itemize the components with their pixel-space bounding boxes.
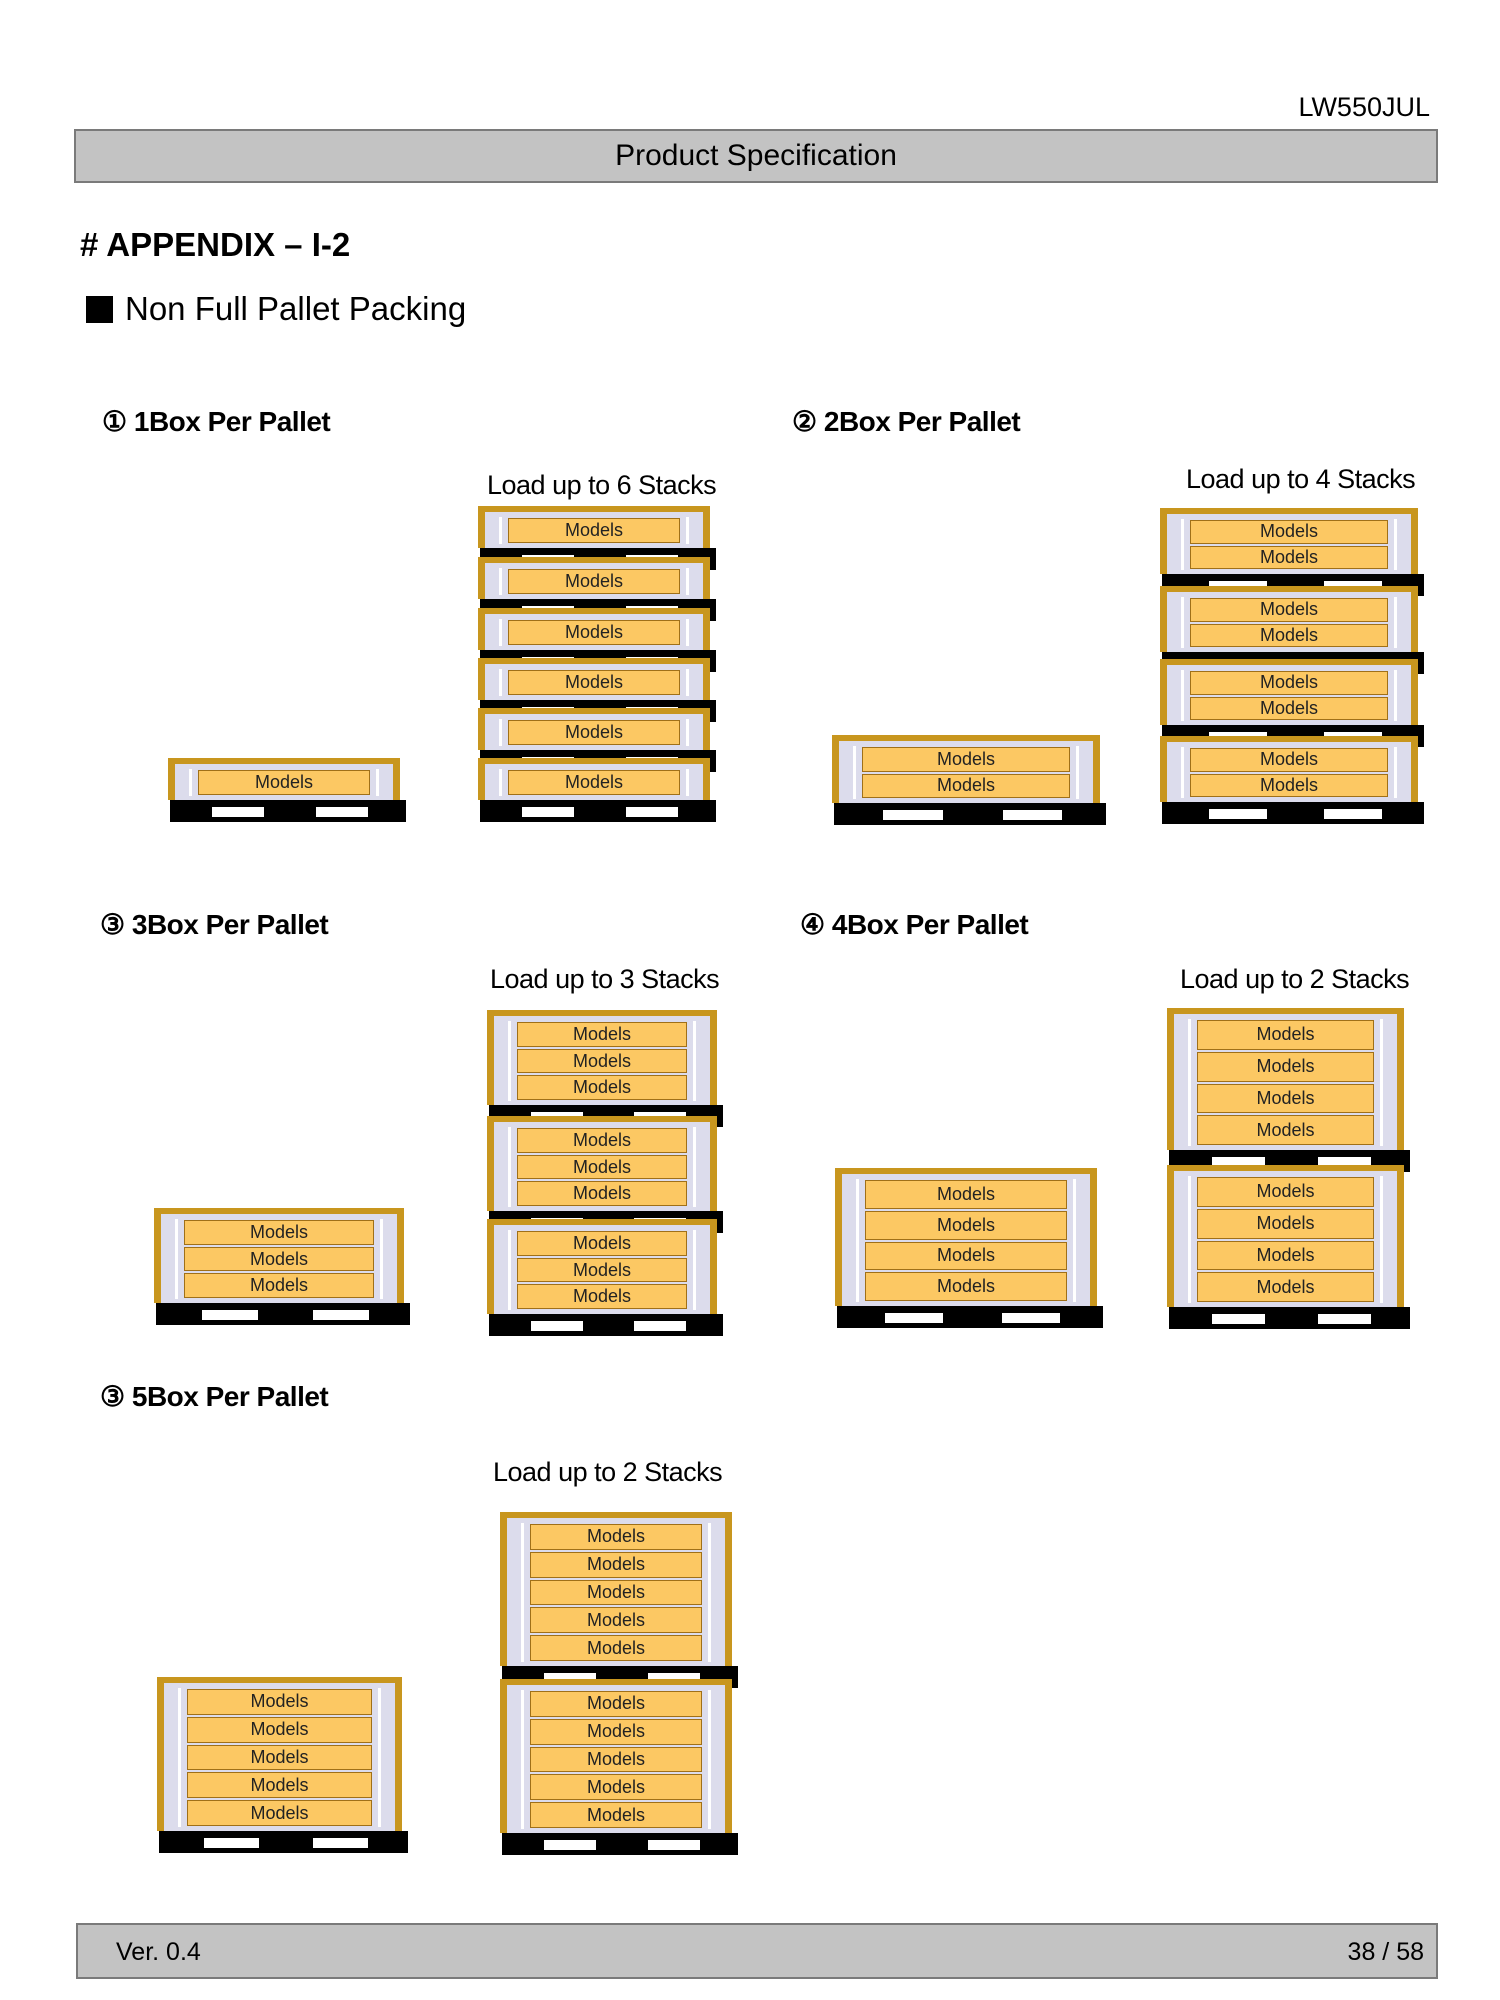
pallet-base <box>1162 802 1424 824</box>
pallet-unit <box>1160 736 1418 824</box>
model-box: Models <box>530 1747 702 1773</box>
pallet-slot <box>1209 809 1267 819</box>
crate-inner <box>175 1219 383 1299</box>
model-box: Models <box>1190 624 1388 648</box>
crate-inner <box>499 517 689 544</box>
pallet-slot <box>626 807 678 817</box>
section-title-4: ④ 4Box Per Pallet <box>800 909 1029 940</box>
model-box: Models <box>187 1717 372 1743</box>
model-box: Models <box>1197 1052 1374 1082</box>
model-box: Models <box>1197 1272 1374 1302</box>
pallet-slot <box>313 1838 368 1848</box>
pallet-slot <box>1212 1314 1265 1324</box>
model-box: Models <box>1197 1020 1374 1050</box>
appendix-title: # APPENDIX – I-2 <box>80 226 351 263</box>
crate-inner <box>1181 747 1397 798</box>
model-box: Models <box>1197 1209 1374 1239</box>
pallet-slot <box>648 1840 700 1850</box>
pallet-unit <box>487 1116 717 1233</box>
model-box: Models <box>517 1258 687 1283</box>
model-box: Models <box>508 670 680 695</box>
pallet-base <box>159 1831 408 1853</box>
pallet-unit <box>500 1679 732 1855</box>
model-box: Models <box>187 1772 372 1798</box>
pallet-unit <box>832 735 1100 825</box>
model-box: Models <box>184 1220 374 1245</box>
pallet-unit <box>487 1010 717 1127</box>
model-box: Models <box>865 1242 1067 1271</box>
crate-inner <box>189 769 379 796</box>
section-title-3: ③ 3Box Per Pallet <box>100 909 329 940</box>
model-box: Models <box>184 1273 374 1298</box>
crate-inner <box>853 746 1079 799</box>
model-box: Models <box>1190 546 1388 570</box>
pallet-base <box>170 800 406 822</box>
load-label-2: Load up to 4 Stacks <box>1186 464 1416 494</box>
crate-inner <box>499 769 689 796</box>
crate-inner <box>499 719 689 746</box>
shipping-crate <box>478 557 710 599</box>
pallet-base <box>480 800 716 822</box>
load-label-3: Load up to 3 Stacks <box>490 964 720 994</box>
pallet-slot <box>634 1321 685 1331</box>
model-box: Models <box>1197 1084 1374 1114</box>
pallet-slot <box>522 807 574 817</box>
pallet-base <box>837 1306 1103 1328</box>
crate-inner <box>1188 1176 1383 1303</box>
pallet-unit <box>157 1677 402 1853</box>
shipping-crate <box>157 1677 402 1831</box>
model-box: Models <box>184 1247 374 1272</box>
shipping-crate <box>478 608 710 650</box>
model-box: Models <box>1197 1115 1374 1145</box>
footer-version: Ver. 0.4 <box>116 1938 201 1966</box>
pallet-slot <box>202 1310 258 1320</box>
model-box: Models <box>508 770 680 795</box>
model-box: Models <box>1190 774 1388 798</box>
crate-inner <box>508 1021 696 1101</box>
model-box: Models <box>517 1231 687 1256</box>
shipping-crate <box>487 1116 717 1211</box>
pallet-base <box>834 803 1106 825</box>
shipping-crate <box>832 735 1100 803</box>
shipping-crate <box>168 758 400 800</box>
shipping-crate <box>487 1219 717 1314</box>
pallet-slot <box>531 1321 582 1331</box>
model-box: Models <box>530 1524 702 1550</box>
model-box: Models <box>530 1580 702 1606</box>
pallet-slot <box>1002 1313 1061 1323</box>
square-bullet-icon <box>86 296 113 323</box>
subsection-heading <box>86 290 466 328</box>
crate-inner <box>508 1127 696 1207</box>
pallet-unit <box>478 758 710 822</box>
model-box: Models <box>1190 671 1388 695</box>
model-box: Models <box>862 774 1070 799</box>
crate-inner <box>178 1688 381 1827</box>
model-box: Models <box>1197 1177 1374 1207</box>
model-box: Models <box>517 1022 687 1047</box>
pallet-unit <box>1167 1165 1404 1329</box>
shipping-crate <box>478 758 710 800</box>
pallet-base <box>1169 1307 1410 1329</box>
pallet-slot <box>204 1838 259 1848</box>
model-box: Models <box>1190 697 1388 721</box>
model-box: Models <box>865 1211 1067 1240</box>
model-box: Models <box>198 770 370 795</box>
pallet-base <box>502 1833 738 1855</box>
crate-inner <box>521 1523 711 1662</box>
model-box: Models <box>508 720 680 745</box>
shipping-crate <box>500 1679 732 1833</box>
pallet-slot <box>316 807 368 817</box>
crate-inner <box>499 568 689 595</box>
shipping-crate <box>487 1010 717 1105</box>
shipping-crate <box>1167 1008 1404 1150</box>
footer-page-number: 38 / 58 <box>1347 1938 1424 1966</box>
model-box: Models <box>865 1180 1067 1209</box>
pallet-slot <box>883 810 943 820</box>
crate-inner <box>499 669 689 696</box>
model-box: Models <box>517 1284 687 1309</box>
section-title-2: ② 2Box Per Pallet <box>792 406 1021 437</box>
model-number: LW550JUL <box>1298 92 1430 122</box>
pallet-slot <box>1003 810 1063 820</box>
footer-bar <box>76 1923 1438 1979</box>
pallet-unit <box>487 1219 717 1336</box>
subsection-title: Non Full Pallet Packing <box>125 290 467 327</box>
shipping-crate <box>500 1512 732 1666</box>
model-box: Models <box>530 1635 702 1661</box>
model-box: Models <box>517 1049 687 1074</box>
pallet-unit <box>1160 508 1418 596</box>
pallet-unit <box>168 758 400 822</box>
pallet-unit <box>1160 659 1418 747</box>
pallet-base <box>489 1314 723 1336</box>
model-box: Models <box>517 1181 687 1206</box>
crate-inner <box>521 1690 711 1829</box>
shipping-crate <box>1167 1165 1404 1307</box>
shipping-crate <box>1160 508 1418 574</box>
pallet-slot <box>313 1310 369 1320</box>
shipping-crate <box>1160 586 1418 652</box>
model-box: Models <box>1190 598 1388 622</box>
shipping-crate <box>1160 736 1418 802</box>
model-box: Models <box>187 1689 372 1715</box>
shipping-crate <box>478 506 710 548</box>
model-box: Models <box>530 1607 702 1633</box>
model-box: Models <box>187 1800 372 1826</box>
model-box: Models <box>530 1552 702 1578</box>
model-box: Models <box>187 1745 372 1771</box>
pallet-slot <box>885 1313 944 1323</box>
crate-inner <box>1181 519 1397 570</box>
section-title-1: ① 1Box Per Pallet <box>102 406 331 437</box>
model-box: Models <box>1197 1241 1374 1271</box>
model-box: Models <box>517 1075 687 1100</box>
section-title-5: ③ 5Box Per Pallet <box>100 1381 329 1412</box>
model-box: Models <box>517 1128 687 1153</box>
pallet-unit <box>1167 1008 1404 1172</box>
pallet-unit <box>500 1512 732 1688</box>
model-box: Models <box>517 1155 687 1180</box>
model-box: Models <box>865 1272 1067 1301</box>
pallet-unit <box>154 1208 404 1325</box>
model-box: Models <box>508 569 680 594</box>
model-box: Models <box>508 518 680 543</box>
page-title: Product Specification <box>615 139 897 172</box>
crate-inner <box>1181 597 1397 648</box>
crate-inner <box>1181 670 1397 721</box>
pallet-slot <box>1318 1314 1371 1324</box>
shipping-crate <box>154 1208 404 1303</box>
model-box: Models <box>508 620 680 645</box>
model-box: Models <box>1190 748 1388 772</box>
crate-inner <box>1188 1019 1383 1146</box>
model-box: Models <box>862 747 1070 772</box>
pallet-base <box>156 1303 410 1325</box>
model-box: Models <box>1190 520 1388 544</box>
pallet-slot <box>212 807 264 817</box>
header-bar <box>74 129 1438 183</box>
crate-inner <box>508 1230 696 1310</box>
load-label-1: Load up to 6 Stacks <box>487 470 717 500</box>
shipping-crate <box>1160 659 1418 725</box>
pallet-unit <box>835 1168 1097 1328</box>
model-box: Models <box>530 1691 702 1717</box>
model-box: Models <box>530 1802 702 1828</box>
crate-inner <box>499 619 689 646</box>
pallet-slot <box>1324 809 1382 819</box>
shipping-crate <box>478 708 710 750</box>
model-box: Models <box>530 1774 702 1800</box>
crate-inner <box>856 1179 1076 1302</box>
load-label-4: Load up to 2 Stacks <box>1180 964 1410 994</box>
pallet-slot <box>544 1840 596 1850</box>
model-box: Models <box>530 1719 702 1745</box>
shipping-crate <box>478 658 710 700</box>
shipping-crate <box>835 1168 1097 1306</box>
load-label-5: Load up to 2 Stacks <box>493 1457 723 1487</box>
